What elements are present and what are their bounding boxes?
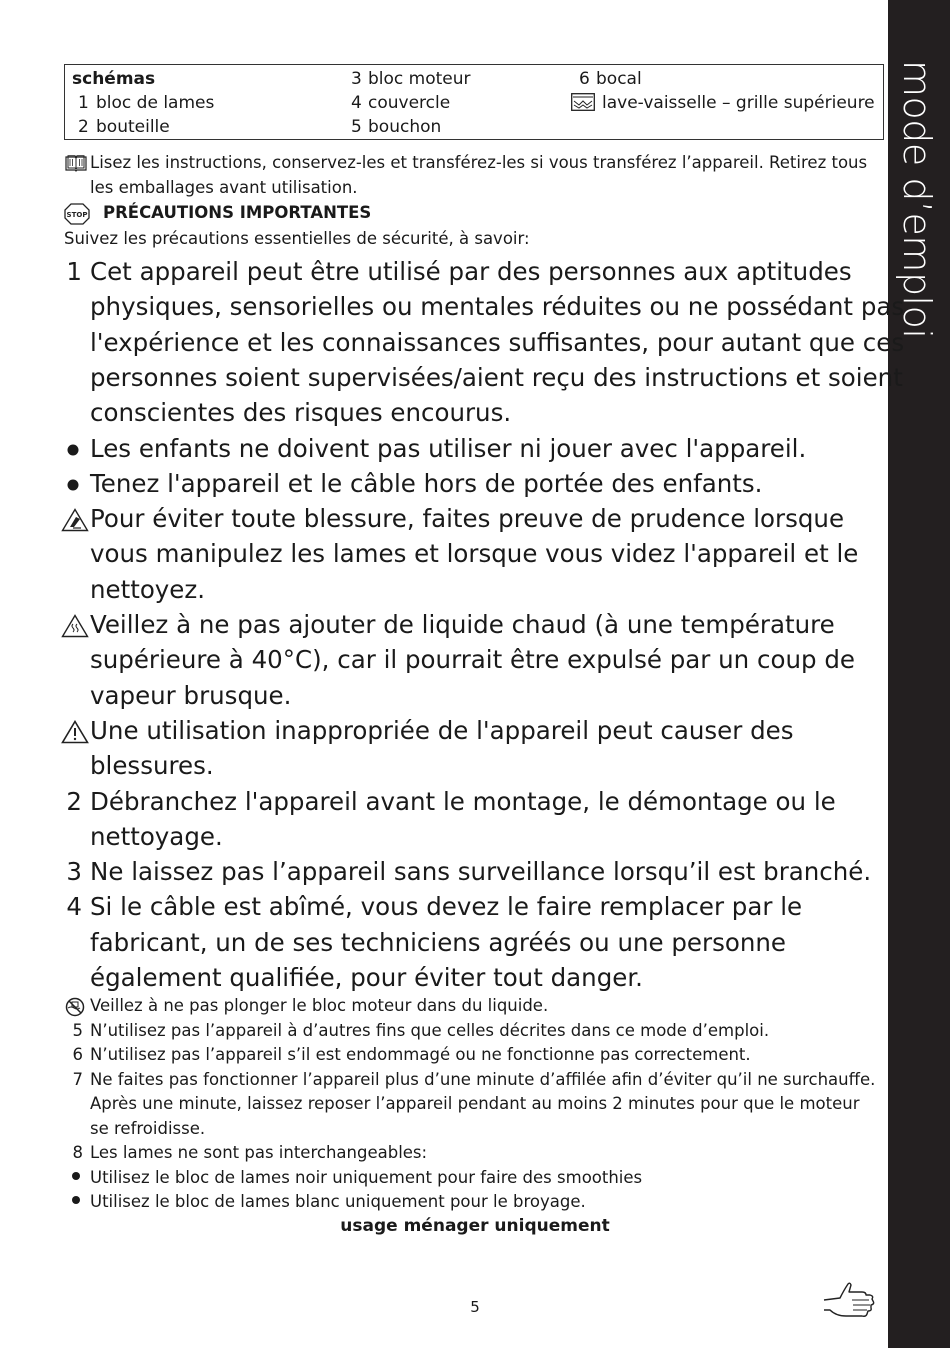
item-line: Après une minute, laissez reposer l’appareil pendant au moins 2 minutes pour que le moteur: [90, 1094, 860, 1113]
item-number: 3: [66, 857, 82, 887]
dishwasher-icon: [571, 93, 595, 111]
legend-item-label: bocal: [596, 69, 642, 89]
stop-icon: [64, 203, 90, 225]
bullet-icon: [66, 478, 80, 492]
item-number: 4: [66, 892, 82, 922]
bullet-icon: [71, 1195, 81, 1205]
bullet-text: Utilisez le bloc de lames blanc uniquement pour le broyage.: [90, 1192, 586, 1211]
legend-box: [64, 64, 884, 140]
item-line: l'expérience et les connaissances suffisantes, pour autant que ces: [90, 327, 905, 357]
page-number: 5: [470, 1298, 480, 1316]
precautions-heading-block: [0, 201, 888, 251]
item-line: se refroidisse.: [90, 1118, 206, 1138]
bullet-text: Tenez l'appareil et le câble hors de portée des enfants.: [90, 468, 763, 498]
precautions-heading: PRÉCAUTIONS IMPORTANTES: [103, 203, 372, 222]
item-number: 2: [66, 786, 82, 816]
intro-note: [0, 151, 888, 201]
book-icon: [65, 155, 87, 172]
blade-warning-line: Pour éviter toute blessure, faites preuve de prudence lorsque: [90, 504, 845, 534]
legend-item-label: bloc de lames: [96, 93, 215, 113]
item-line: également qualifiée, pour éviter tout danger.: [90, 963, 643, 992]
bullet-icon: [66, 443, 80, 457]
intro-line: les emballages avant utilisation.: [90, 177, 358, 197]
hot-liquid-warning-icon: [61, 614, 89, 638]
warning-icon: [61, 720, 89, 744]
stop-icon-label: STOP: [66, 211, 88, 219]
legend-dishwasher-label: lave-vaisselle – grille supérieure: [602, 93, 875, 113]
legend-item-num: 5: [351, 117, 362, 137]
legend-item-label: bouchon: [368, 117, 442, 137]
item-text: N’utilisez pas l’appareil à d’autres fins que celles décrites dans ce mode d’emploi.: [90, 1020, 770, 1040]
legend-item-num: 1: [78, 93, 89, 113]
bullet-text: Les enfants ne doivent pas utiliser ni jouer avec l'appareil.: [90, 433, 807, 463]
legend-item-num: 6: [579, 69, 590, 89]
hot-warning-line: vapeur brusque.: [90, 680, 292, 710]
legend-item-num: 2: [78, 117, 89, 137]
household-use-note: usage ménager uniquement: [340, 1216, 610, 1236]
no-immersion-text: Veillez à ne pas plonger le bloc moteur dans du liquide.: [90, 996, 549, 1015]
item-line: Ne faites pas fonctionner l’appareil plus d’une minute d’affilée afin d’éviter qu’il ne surchauffe.: [90, 1069, 876, 1089]
misuse-warning-line: Une utilisation inappropriée de l'appareil peut causer des: [90, 715, 794, 745]
secondary-precautions: [0, 994, 890, 1219]
item-line: personnes soient supervisées/aient reçu des instructions et soient: [90, 362, 903, 392]
hot-warning-line: Veillez à ne pas ajouter de liquide chaud (à une température: [90, 610, 835, 639]
item-number: 8: [72, 1143, 83, 1162]
item-line: fabricant, un de ses techniciens agréés ou une personne: [90, 927, 786, 957]
legend-item-label: couvercle: [368, 93, 451, 113]
legend-item-num: 3: [351, 69, 362, 89]
legend-dishwasher: [571, 91, 875, 115]
sidebar-title: mode d’emploi: [895, 60, 939, 339]
legend-item-label: bouteille: [96, 117, 170, 137]
blade-warning-line: vous manipulez les lames et lorsque vous videz l'appareil et le: [90, 539, 859, 569]
item-text: Les lames ne sont pas interchangeables:: [90, 1143, 428, 1162]
no-immersion-icon: [63, 997, 87, 1017]
sidebar-tab: [888, 0, 950, 1348]
intro-line: Lisez les instructions, conservez-les et transférez-les si vous transférez l’appareil. Retirez tous: [90, 153, 868, 172]
precautions-subheading: Suivez les précautions essentielles de sécurité, à savoir:: [64, 229, 530, 248]
item-line: Débranchez l'appareil avant le montage, le démontage ou le: [90, 786, 836, 816]
legend-header: schémas: [72, 69, 156, 89]
item-number: 1: [66, 257, 82, 286]
item-line: Si le câble est abîmé, vous devez le faire remplacer par le: [90, 892, 803, 922]
hot-warning-line: supérieure à 40°C), car il pourrait être expulsé par un coup de: [90, 645, 855, 675]
blade-warning-icon: [61, 508, 89, 532]
item-number: 7: [72, 1069, 83, 1089]
item-number: 6: [72, 1045, 83, 1064]
item-line: physiques, sensorielles ou mentales réduites ou ne possédant pas: [90, 292, 905, 322]
item-line: Ne laissez pas l’appareil sans surveillance lorsqu’il est branché.: [90, 857, 872, 887]
misuse-warning-line: blessures.: [90, 751, 214, 781]
item-line: Cet appareil peut être utilisé par des personnes aux aptitudes: [90, 257, 852, 286]
item-line: nettoyage.: [90, 821, 223, 851]
turn-page-hand-icon: [822, 1280, 876, 1322]
bullet-icon: [71, 1171, 81, 1181]
bullet-text: Utilisez le bloc de lames noir uniquement pour faire des smoothies: [90, 1167, 643, 1187]
item-line: conscientes des risques encourus.: [90, 398, 512, 428]
item-number: 5: [72, 1020, 83, 1040]
main-precautions: [0, 254, 905, 1002]
legend-item-num: 4: [351, 93, 362, 113]
blade-warning-line: nettoyez.: [90, 574, 206, 604]
legend-item-label: bloc moteur: [368, 69, 471, 89]
item-text: N’utilisez pas l’appareil s’il est endommagé ou ne fonctionne pas correctement.: [90, 1045, 751, 1064]
